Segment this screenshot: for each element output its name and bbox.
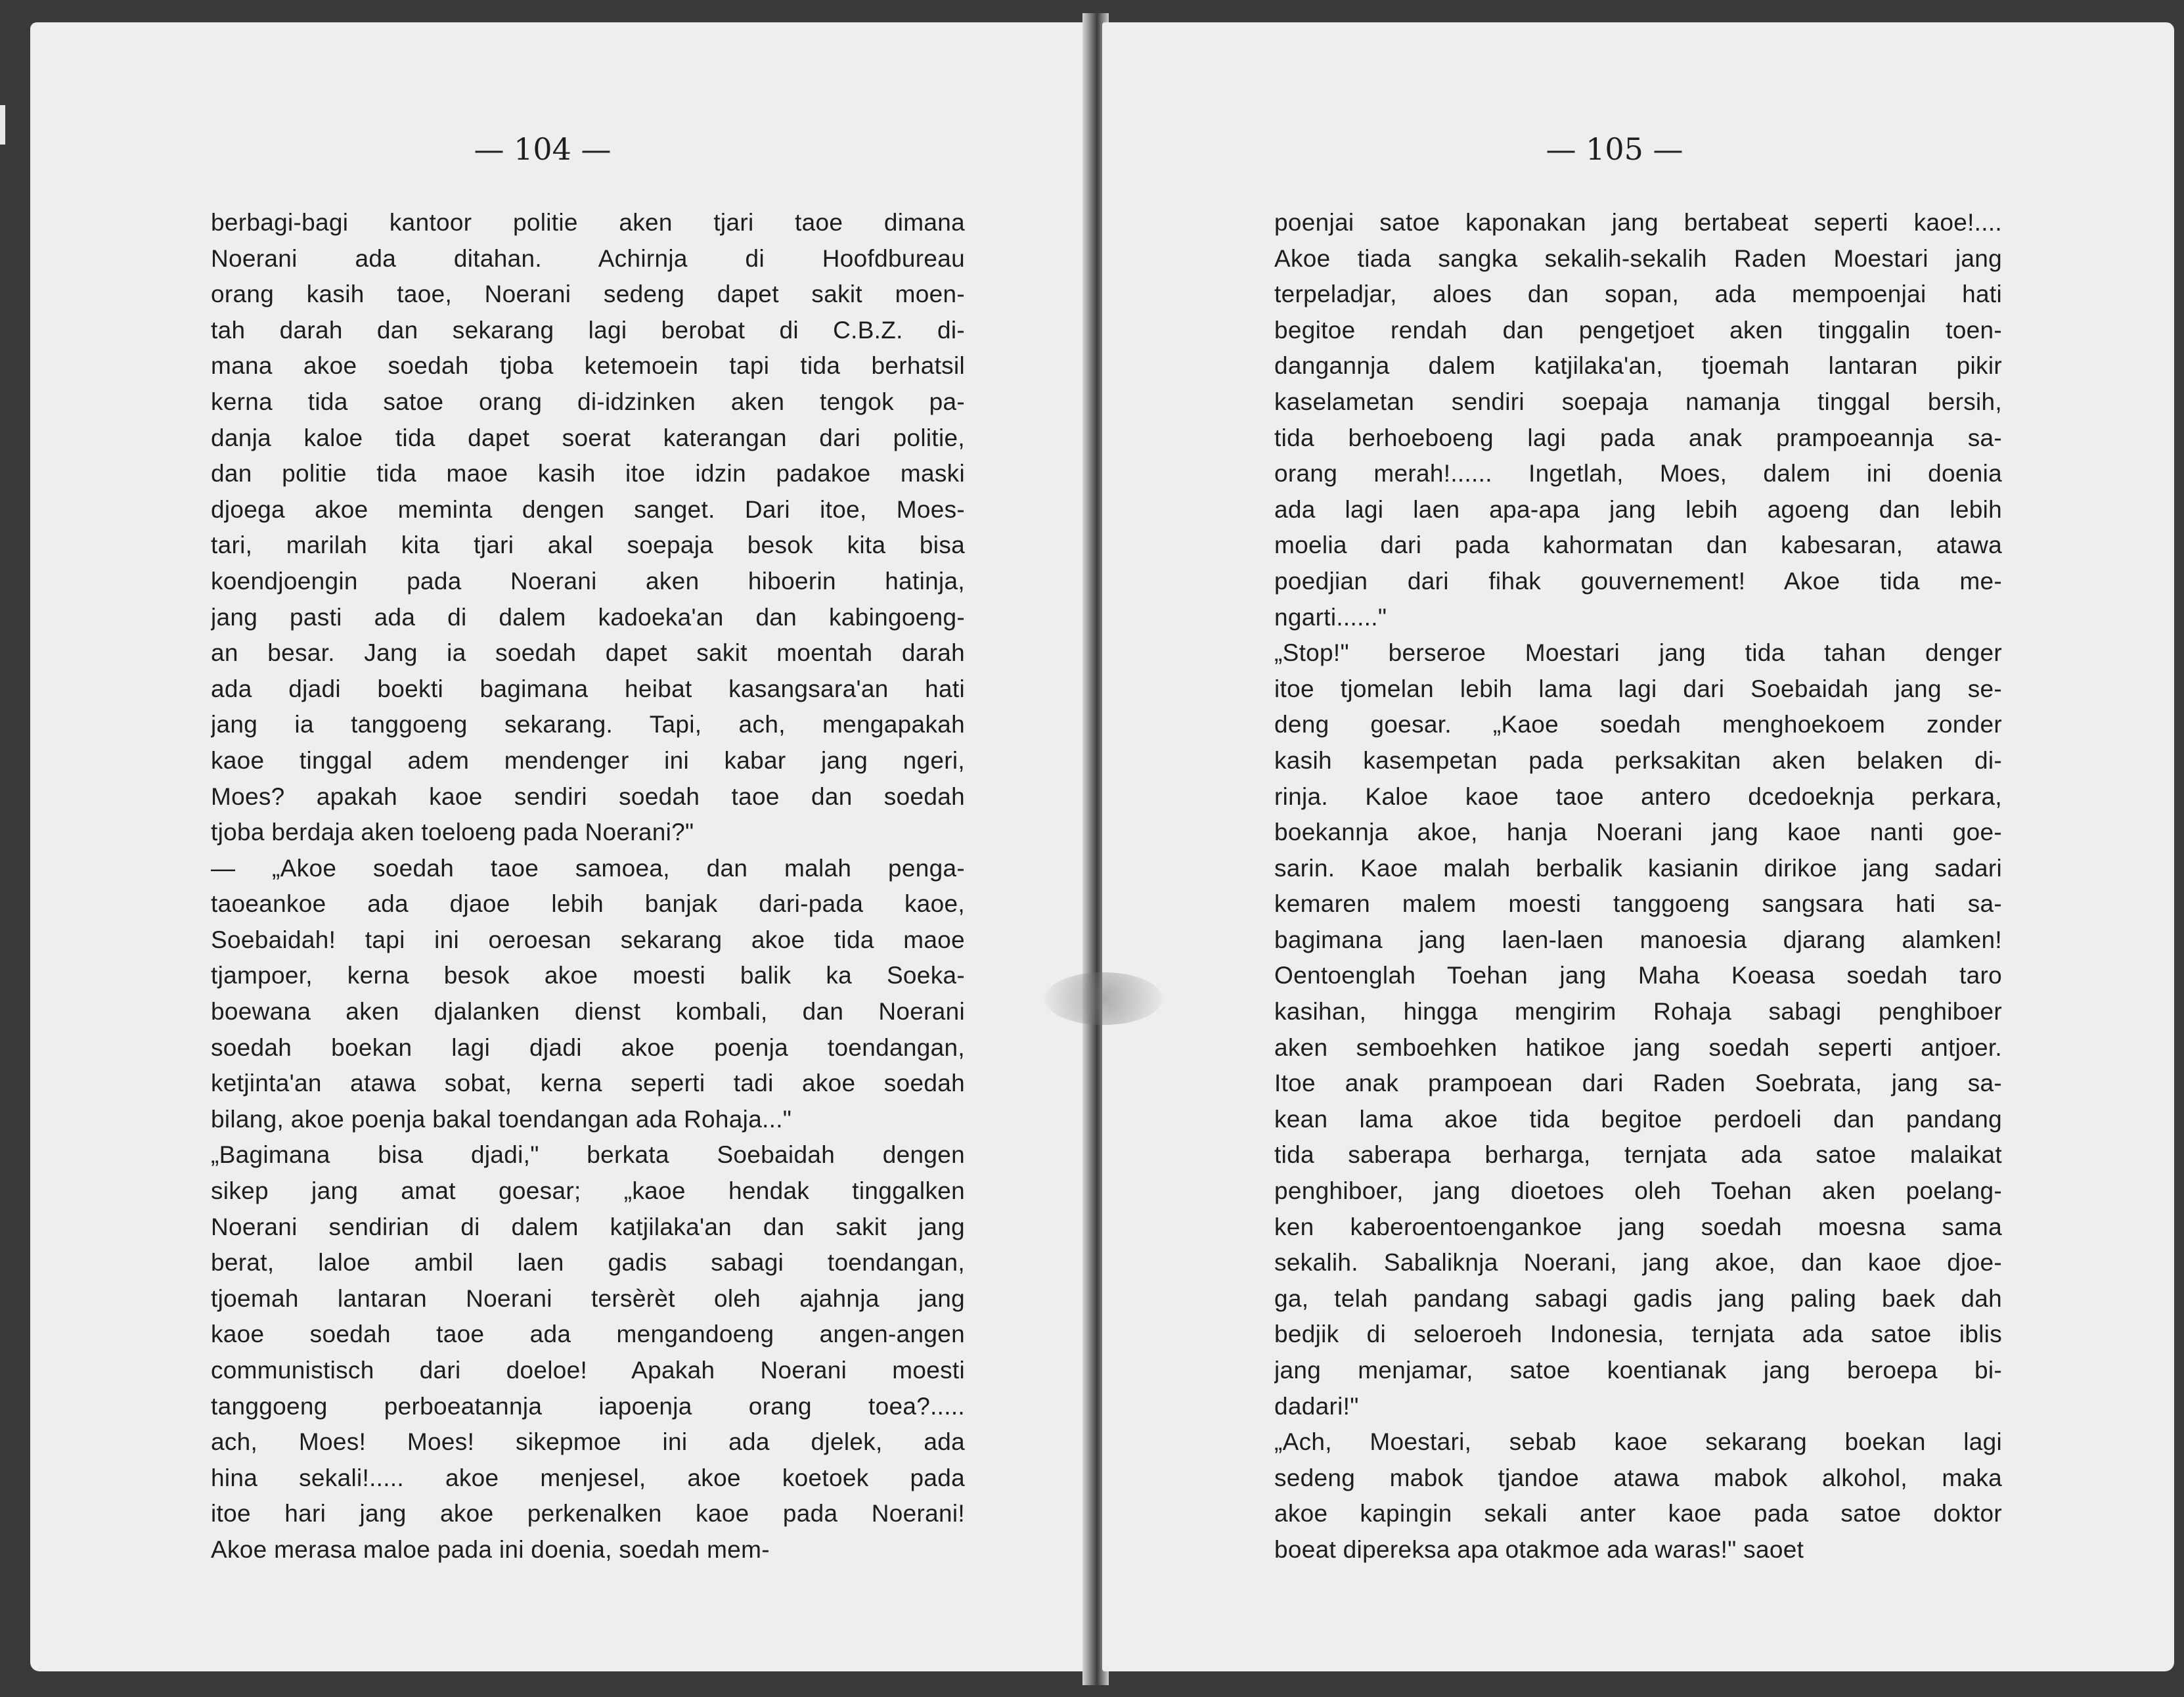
text-line: ada djadi boekti bagimana heibat kasangsara'an hati (211, 675, 965, 702)
text-line: Itoe anak prampoean dari Raden Soebrata, jang sa- (1274, 1070, 2002, 1097)
text-line: kasih kasempetan pada perksakitan aken belaken di- (1274, 746, 2002, 774)
text-line: an besar. Jang ia soedah dapet sakit moentah darah (211, 639, 965, 667)
text-line: Soebaidah! tapi ini oeroesan sekarang akoe tida maoe (211, 926, 965, 953)
text-line: rinja. Kaloe kaoe taoe antero dcedoeknja perkara, (1274, 782, 2002, 810)
text-line: koendjoengin pada Noerani aken hiboerin hatinja, (211, 567, 965, 595)
text-line: tida berhoeboeng lagi pada anak prampoeannja sa- (1274, 424, 2002, 451)
text-line: dadari!" (1274, 1392, 1359, 1420)
text-line: itoe tjomelan lebih lama lagi dari Soebaidah jang se- (1274, 675, 2002, 702)
text-line: dangannja dalem katjilaka'an, tjoemah lantaran pikir (1274, 352, 2002, 380)
text-line: sikep jang amat goesar; „kaoe hendak tinggalken (211, 1177, 965, 1205)
text-line: deng goesar. „Kaoe soedah menghoekoem zonder (1274, 711, 2002, 738)
text-line: jang pasti ada di dalem kadoeka'an dan kabingoeng- (211, 603, 965, 631)
text-line: tjoemah lantaran Noerani tersèrèt oleh ajahnja jang (211, 1284, 965, 1312)
text-line: poedjian dari fihak gouvernement! Akoe tida me- (1274, 567, 2002, 595)
text-line: kasihan, hingga mengirim Rohaja sabagi penghiboer (1274, 998, 2002, 1026)
left-page-number: — 104 — (474, 131, 612, 167)
text-line: ada lagi laen apa-apa jang lebih agoeng dan lebih (1274, 495, 2002, 523)
text-line: tjoba berdaja aken toeloeng pada Noerani?" (211, 819, 694, 846)
text-line: ga, telah pandang sabagi gadis jang paling baek dah (1274, 1284, 2002, 1312)
text-line: sedeng mabok tjandoe atawa mabok alkohol, maka (1274, 1464, 2002, 1491)
text-line: bagimana jang laen-laen manoesia djarang alamken! (1274, 926, 2002, 953)
text-line: orang merah!...... Ingetlah, Moes, dalem ini doenia (1274, 460, 2002, 487)
text-line: akoe kapingin sekali anter kaoe pada satoe doktor (1274, 1500, 2002, 1527)
text-line: Moes? apakah kaoe sendiri soedah taoe dan soedah (211, 782, 965, 810)
text-line: bedjik di seloeroeh Indonesia, ternjata ada satoe iblis (1274, 1321, 2002, 1348)
text-line: soedah boekan lagi djadi akoe poenja toendangan, (211, 1033, 965, 1061)
text-line: Akoe tiada sangka sekalih-sekalih Raden Moestari jang (1274, 244, 2002, 272)
text-line: sarin. Kaoe malah berbalik kasianin dirikoe jang sadari (1274, 854, 2002, 882)
text-line: kean lama akoe tida begitoe perdoeli dan pandang (1274, 1105, 2002, 1133)
text-line: „Bagimana bisa djadi," berkata Soebaidah dengen (211, 1141, 965, 1169)
scan-edge-mark (0, 105, 5, 145)
text-line: danja kaloe tida dapet soerat katerangan dari politie, (211, 424, 965, 451)
text-line: ken kaberoentoengankoe jang soedah moesna sama (1274, 1213, 2002, 1240)
text-line: poenjai satoe kaponakan jang bertabeat seperti kaoe!.... (1274, 209, 2002, 236)
text-line: ketjinta'an atawa sobat, kerna seperti tadi akoe soedah (211, 1070, 965, 1097)
text-line: Akoe merasa maloe pada ini doenia, soedah mem- (211, 1535, 770, 1563)
text-line: Noerani sendirian di dalem katjilaka'an dan sakit jang (211, 1213, 965, 1240)
text-line: bilang, akoe poenja bakal toendangan ada Rohaja..." (211, 1105, 792, 1133)
text-line: jang menjamar, satoe koentianak jang beroepa bi- (1274, 1357, 2002, 1384)
text-line: ach, Moes! Moes! sikepmoe ini ada djelek, ada (211, 1428, 965, 1456)
text-line: tari, marilah kita tjari akal soepaja besok kita bisa (211, 532, 965, 559)
text-line: dan politie tida maoe kasih itoe idzin padakoe maski (211, 460, 965, 487)
text-line: kaoe tinggal adem mendenger ini kabar jang ngeri, (211, 746, 965, 774)
text-line: taoeankoe ada djaoe lebih banjak dari-pada kaoe, (211, 890, 965, 918)
text-line: itoe hari jang akoe perkenalken kaoe pada Noerani! (211, 1500, 965, 1527)
text-line: mana akoe soedah tjoba ketemoein tapi tida berhatsil (211, 352, 965, 380)
text-line: tah darah dan sekarang lagi berobat di C.B.Z. di- (211, 316, 965, 344)
text-line: aken semboehken hatikoe jang soedah seperti antjoer. (1274, 1033, 2002, 1061)
text-line: berat, laloe ambil laen gadis sabagi toendangan, (211, 1249, 965, 1277)
text-line: boekannja akoe, hanja Noerani jang kaoe nanti goe- (1274, 819, 2002, 846)
text-line: tanggoeng perboeatannja iapoenja orang toea?..... (211, 1392, 965, 1420)
text-line: boeat dipereksa apa otakmoe ada waras!" saoet (1274, 1535, 1804, 1563)
text-line: „Ach, Moestari, sebab kaoe sekarang boekan lagi (1274, 1428, 2002, 1456)
text-line: terpeladjar, aloes dan sopan, ada mempoenjai hati (1274, 281, 2002, 308)
text-line: penghiboer, jang dioetoes oleh Toehan aken poelang- (1274, 1177, 2002, 1205)
right-page-number: — 105 — (1546, 131, 1683, 167)
text-line: ngarti......" (1274, 603, 1387, 631)
right-page-body (1274, 205, 2002, 1568)
text-line: jang ia tanggoeng sekarang. Tapi, ach, mengapakah (211, 711, 965, 738)
text-line: hina sekali!..... akoe menjesel, akoe koetoek pada (211, 1464, 965, 1491)
text-line: orang kasih taoe, Noerani sedeng dapet sakit moen- (211, 281, 965, 308)
text-line: tjampoer, kerna besok akoe moesti balik ka Soeka- (211, 962, 965, 989)
text-line: tida saberapa berharga, ternjata ada satoe malaikat (1274, 1141, 2002, 1169)
text-line: kaselametan sendiri soepaja namanja tinggal bersih, (1274, 388, 2002, 415)
text-line: Oentoenglah Toehan jang Maha Koeasa soedah taro (1274, 962, 2002, 989)
text-line: kerna tida satoe orang di-idzinken aken tengok pa- (211, 388, 965, 415)
text-line: begitoe rendah dan pengetjoet aken tinggalin toen- (1274, 316, 2002, 344)
text-line: kemaren malem moesti tanggoeng sangsara hati sa- (1274, 890, 2002, 918)
text-line: communistisch dari doeloe! Apakah Noerani moesti (211, 1357, 965, 1384)
text-line: „Stop!" berseroe Moestari jang tida tahan denger (1274, 639, 2002, 667)
text-line: berbagi-bagi kantoor politie aken tjari taoe dimana (211, 209, 965, 236)
text-line: — „Akoe soedah taoe samoea, dan malah penga- (211, 854, 965, 882)
text-line: sekalih. Sabaliknja Noerani, jang akoe, dan kaoe djoe- (1274, 1249, 2002, 1277)
text-line: kaoe soedah taoe ada mengandoeng angen-angen (211, 1321, 965, 1348)
right-page (1102, 22, 2174, 1671)
left-page-body (211, 205, 965, 1568)
scan-smudge (1044, 972, 1163, 1025)
text-line: moelia dari pada kahormatan dan kabesaran, atawa (1274, 532, 2002, 559)
left-page (30, 22, 1089, 1671)
text-line: boewana aken djalanken dienst kombali, dan Noerani (211, 998, 965, 1026)
text-line: djoega akoe meminta dengen sanget. Dari itoe, Moes- (211, 495, 965, 523)
text-line: Noerani ada ditahan. Achirnja di Hoofdbureau (211, 244, 965, 272)
